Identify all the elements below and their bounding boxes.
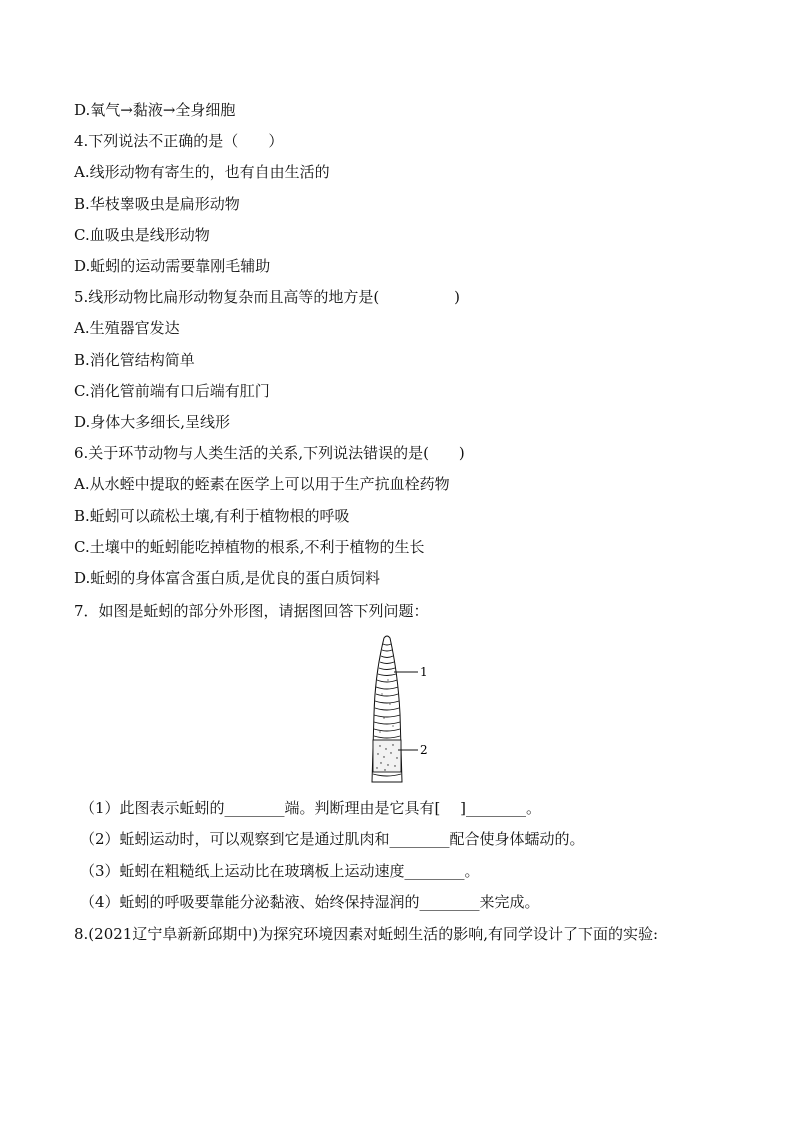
- q7-stem: 7．如图是蚯蚓的部分外形图，请据图回答下列问题：: [74, 602, 429, 620]
- q7-sub1: （1）此图表示蚯蚓的________端。判断理由是它具有[ ]________。: [80, 799, 542, 817]
- q6-stem: 6.关于环节动物与人类生活的关系,下列说法错误的是( ): [74, 444, 465, 462]
- q6-option-a: A.从水蛭中提取的蛭素在医学上可以用于生产抗血栓药物: [74, 475, 450, 493]
- q4-option-d: D.蚯蚓的运动需要靠刚毛辅助: [74, 257, 271, 275]
- q4-stem: 4.下列说法不正确的是（ ）: [74, 132, 284, 150]
- q5-option-a: A.生殖器官发达: [74, 319, 180, 337]
- q5-stem: 5.线形动物比扁形动物复杂而且高等的地方是( ): [74, 288, 461, 306]
- q4-option-b: B.华枝睾吸虫是扁形动物: [74, 195, 240, 213]
- earthworm-illustration: [360, 634, 440, 786]
- q7-sub2: （2）蚯蚓运动时，可以观察到它是通过肌肉和________配合使身体蠕动的。: [80, 830, 585, 848]
- q5-option-d: D.身体大多细长,呈线形: [74, 413, 231, 431]
- q5-option-b: B.消化管结构简单: [74, 351, 195, 369]
- q4-option-c: C.血吸虫是线形动物: [74, 226, 210, 244]
- q5-option-c: C.消化管前端有口后端有肛门: [74, 382, 270, 400]
- figure-label-2: 2: [420, 743, 428, 757]
- q3-option-d: D.氧气→黏液→全身细胞: [74, 101, 236, 119]
- q7-sub3: （3）蚯蚓在粗糙纸上运动比在玻璃板上运动速度________。: [80, 862, 480, 880]
- q4-option-a: A.线形动物有寄生的，也有自由生活的: [74, 163, 330, 181]
- q8-stem: 8.(2021辽宁阜新新邱期中)为探究环境因素对蚯蚓生活的影响,有同学设计了下面的实验:: [74, 925, 659, 943]
- earthworm-figure: [360, 634, 440, 786]
- q7-sub4: （4）蚯蚓的呼吸要靠能分泌黏液、始终保持湿润的________来完成。: [80, 893, 540, 911]
- earthworm-clitellum: [373, 740, 401, 772]
- figure-label-1: 1: [420, 665, 428, 679]
- q6-option-d: D.蚯蚓的身体富含蛋白质,是优良的蛋白质饲料: [74, 569, 381, 587]
- q6-option-b: B.蚯蚓可以疏松土壤,有利于植物根的呼吸: [74, 507, 350, 525]
- q6-option-c: C.土壤中的蚯蚓能吃掉植物的根系,不利于植物的生长: [74, 538, 425, 556]
